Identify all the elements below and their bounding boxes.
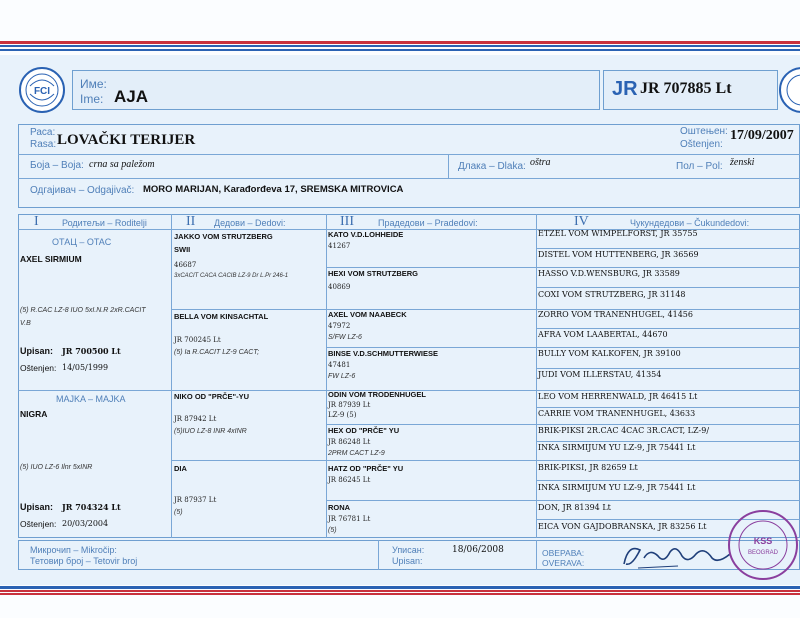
gggp-divider-7 (536, 368, 800, 369)
registered-label-lat: Upisan: (392, 556, 423, 566)
ggp-5-reg: JR 87939 Lt (328, 401, 371, 409)
dam-born: 20/03/2004 (62, 519, 109, 528)
fci-logo-text: FCI (33, 86, 51, 97)
name-label-cyr: Име: (80, 77, 107, 91)
sire-born-label: Oštenjen: (20, 363, 57, 373)
col-2-numeral: II (186, 214, 196, 229)
gggp-11: BRIK-PIKSI 2R.CAC 4CAC 3R.CACT, LZ-9/ (538, 426, 710, 435)
ggp-divider-6 (326, 460, 536, 461)
registered-label-cyr: Уписан: (392, 545, 425, 555)
kss-logo-icon (778, 66, 800, 114)
gggp-15: DON, JR 81394 Lt (538, 503, 611, 512)
sex-label: Пол – Pol: (676, 161, 723, 172)
gggp-1: ETZEL VOM WIMPELFORST, JR 35755 (538, 229, 698, 238)
gggp-divider-3 (536, 287, 800, 288)
registration-number: JR 707885 Lt (640, 80, 732, 97)
ggp-1-name: KATO V.D.LOHHEIDE (328, 230, 404, 239)
dam-name: NIGRA (20, 409, 48, 419)
verified-label-cyr: ОВЕРАВА: (542, 548, 585, 558)
gggp-divider-8 (536, 390, 800, 391)
sire-titles-2: V.B (20, 320, 31, 327)
gggp-10: CARRIE VOM TRANENHUGEL, 43633 (538, 409, 696, 418)
fci-logo-icon (18, 66, 66, 114)
ggp-5-titles: LZ-9 (5) (328, 411, 357, 419)
gggp-divider-13 (536, 480, 800, 481)
gggp-divider-10 (536, 424, 800, 425)
sex-value: ženski (730, 157, 755, 168)
name-label-lat: Ime: (80, 92, 104, 106)
gggp-6: AFRA VOM LAABERTAL, 44670 (538, 330, 668, 339)
details-divider-v (448, 154, 449, 178)
gggp-divider-5 (536, 328, 800, 329)
ggp-divider-7 (326, 500, 536, 501)
dam-titles-1: (5) IUO LZ-6 Ilnr 5xINR (20, 464, 93, 471)
footer-divider-1 (378, 540, 379, 570)
chip-label: Микрочип – Mikročip: (30, 545, 117, 555)
gggp-16: EICA VON GAJDOBRANSKA, JR 83256 Lt (538, 522, 707, 531)
coat-value: oštra (530, 157, 551, 168)
sire-role: ОТАЦ – OTAC (52, 237, 112, 247)
gp-1-name: JAKKO VOM STRUTZBERG (174, 232, 273, 241)
col-1-title: Родитељи – Roditelji (62, 218, 147, 228)
ggp-4-reg: 47481 (328, 361, 351, 369)
ggp-3-reg: 47972 (328, 322, 351, 330)
color-value: crna sa paležom (89, 159, 155, 170)
top-stripe-blue (0, 45, 800, 47)
gggp-divider-6 (536, 347, 800, 348)
gggp-12: INKA SIRMIJUM YU LZ-9, JR 75441 Lt (538, 443, 696, 452)
ggp-6-titles: 2PRM CACT LZ-9 (328, 450, 385, 457)
coat-label: Длака – Dlaka: (458, 161, 526, 172)
breed-label-lat: Rasa: (30, 139, 57, 150)
ggp-3-name: AXEL VOM NAABECK (328, 310, 407, 319)
verified-label-lat: OVERAVA: (542, 558, 585, 568)
whelped-date: 17/09/2007 (730, 128, 794, 143)
ggp-4-name: BINSE V.D.SCHMUTTERWIESE (328, 349, 439, 358)
footer-divider-2 (536, 540, 537, 570)
ggp-7-reg: JR 86245 Lt (328, 476, 371, 484)
gggp-2: DISTEL VOM HUTTENBERG, JR 36569 (538, 250, 699, 259)
gggp-divider-2 (536, 267, 800, 268)
dam-role: MAJKA – MAJKA (56, 394, 126, 404)
ggp-2-reg: 40869 (328, 283, 351, 291)
ggp-2-name: HEXI VOM STRUTZBERG (328, 269, 419, 278)
gp-3-reg: JR 87942 Lt (174, 415, 217, 423)
bottom-stripe-blue (0, 586, 800, 589)
col-2-title: Дедови – Dedovi: (214, 218, 286, 228)
gp-2-titles: (5) Ia R.CACIT LZ-9 CACT; (174, 349, 260, 356)
top-stripe-blue-2 (0, 49, 800, 51)
gggp-9: LEO VOM HERRENWALD, JR 46415 Lt (538, 392, 698, 401)
gp-4-titles: (5) (174, 509, 183, 516)
gp-2-name: BELLA VOM KINSACHTAL (174, 312, 269, 321)
gggp-5: ZORRO VOM TRANENHUGEL, 41456 (538, 310, 693, 319)
ggp-6-reg: JR 86248 Lt (328, 438, 371, 446)
gp-2-reg: JR 700245 Lt (174, 336, 221, 344)
signature-icon (618, 534, 738, 574)
gp-4-reg: JR 87937 Lt (174, 496, 217, 504)
gggp-7: BULLY VOM KALKOFEN, JR 39100 (538, 349, 681, 358)
ggp-8-name: RONA (328, 503, 351, 512)
col-divider-1 (171, 214, 172, 538)
ggp-1-reg: 41267 (328, 242, 351, 250)
gggp-divider-12 (536, 460, 800, 461)
dam-reg-label: Upisan: (20, 502, 54, 512)
details-divider-1 (18, 154, 800, 155)
gggp-4: COXI VOM STRUTZBERG, JR 31148 (538, 290, 686, 299)
col-4-numeral: IV (574, 214, 589, 229)
ggp-4-titles: FW LZ-6 (328, 373, 356, 380)
name-box (72, 70, 600, 110)
gp-1-reg: 46687 (174, 261, 197, 269)
col-4-title: Чукундедови – Čukundedovi: (630, 218, 750, 228)
whelped-label-cyr: Оштењен: (680, 126, 728, 137)
col-3-title: Прадедови – Pradedovi: (378, 218, 478, 228)
gp-1-titles: 3xCACIT CACA CACIB LZ-9 Dr L.Pr 246-1 (174, 273, 289, 279)
dog-name: AJA (114, 87, 149, 106)
stamp-text-1: KSS (753, 536, 773, 546)
tattoo-label: Тетовир број – Tetovir broj (30, 556, 138, 566)
bottom-stripe-red (0, 590, 800, 592)
gp-3-name: NIKO OD "PRČE"-YU (174, 392, 250, 401)
whelped-label-lat: Oštenjen: (680, 139, 723, 150)
gp-1-name2: SWII (174, 245, 191, 254)
gp-divider-3 (171, 460, 326, 461)
sire-reg: JR 700500 Lt (62, 346, 121, 356)
col-3-numeral: III (340, 214, 354, 229)
breed-label-cyr: Раса: (30, 127, 56, 138)
ggp-3-titles: S/FW LZ-6 (328, 334, 362, 341)
breed-value: LOVAČKI TERIJER (57, 132, 196, 148)
gggp-divider-14 (536, 500, 800, 501)
ggp-divider-1 (326, 267, 536, 268)
parents-divider (18, 390, 536, 391)
sire-titles-1: (5) R.CAC LZ-8 IUO 5xI.N.R 2xR.CACIT (20, 307, 146, 314)
gp-4-name: DIA (174, 464, 187, 473)
gggp-divider-11 (536, 441, 800, 442)
registered-date: 18/06/2008 (452, 545, 504, 555)
stamp-text-2: BEOGRAD (747, 550, 779, 556)
color-label: Боја – Boja: (30, 160, 84, 171)
breeder-value: MORO MARIJAN, Karađorđeva 17, SREMSKA MITROVICA (143, 184, 404, 195)
ggp-divider-5 (326, 424, 536, 425)
top-stripe-red (0, 41, 800, 44)
sire-name: AXEL SIRMIUM (20, 254, 82, 264)
details-divider-2 (18, 178, 800, 179)
sire-born: 14/05/1999 (62, 363, 109, 372)
col-divider-2 (326, 214, 327, 538)
bottom-stripe-red-2 (0, 593, 800, 595)
gp-divider-1 (171, 309, 326, 310)
col-divider-3 (536, 214, 537, 538)
gggp-divider-1 (536, 248, 800, 249)
ggp-6-name: HEX OD "PRČE" YU (328, 426, 400, 435)
gggp-8: JUDI VOM ILLERSTAU, 41354 (538, 370, 662, 379)
registration-prefix: JR (612, 78, 638, 100)
gggp-divider-9 (536, 407, 800, 408)
sire-reg-label: Upisan: (20, 346, 54, 356)
ggp-5-name: ODIN VOM TRODENHUGEL (328, 390, 426, 399)
ggp-8-titles: (5) (328, 527, 337, 534)
stamp-icon (726, 508, 800, 582)
ggp-7-name: HATZ OD "PRČE" YU (328, 464, 404, 473)
breeder-label: Одгајивач – Odgajivač: (30, 185, 135, 196)
ggp-divider-3 (326, 347, 536, 348)
gp-3-titles: (5)IUO LZ-8 INR 4xINR (174, 428, 247, 435)
gggp-3: HASSO V.D.WENSBURG, JR 33589 (538, 269, 680, 278)
dam-reg: JR 704324 Lt (62, 502, 121, 512)
gggp-14: INKA SIRMIJUM YU LZ-9, JR 75441 Lt (538, 483, 696, 492)
gggp-13: BRIK-PIKSI, JR 82659 Lt (538, 463, 638, 472)
dam-born-label: Oštenjen: (20, 519, 57, 529)
col-1-numeral: I (34, 214, 39, 229)
ggp-8-reg: JR 76781 Lt (328, 515, 371, 523)
